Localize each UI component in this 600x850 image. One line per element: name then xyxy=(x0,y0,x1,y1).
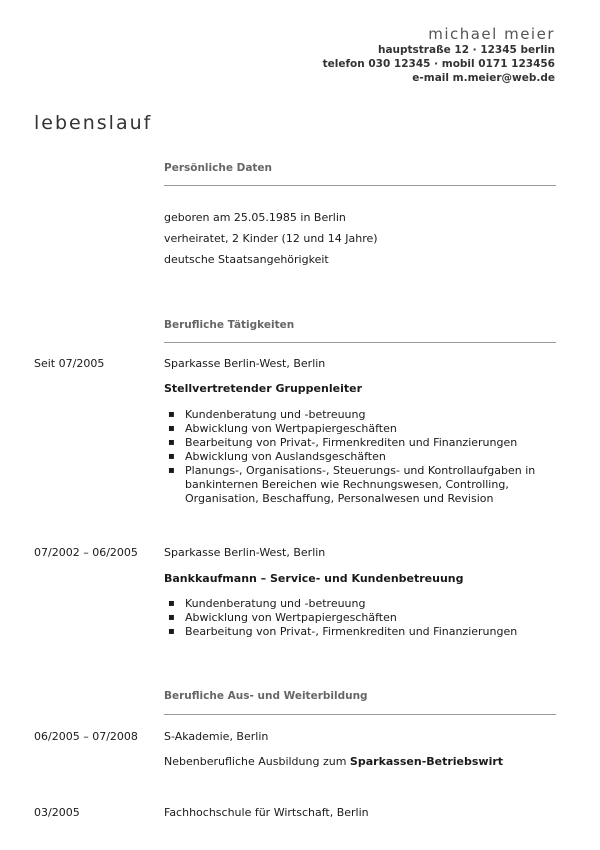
section-divider xyxy=(164,714,556,715)
address-line: hauptstraße 12 · 12345 berlin xyxy=(377,44,555,56)
list-item: ▪ Planungs-, Organisations-, Steuerungs- und Kontrollaufgaben in bankinternen Bereichen wie Rechnungswesen, Controlling, Organisation, Beschaffung, Personalwesen und Revision xyxy=(168,464,536,505)
bullet-icon: ▪ xyxy=(168,626,175,637)
document-title: lebenslauf xyxy=(34,112,153,134)
list-item: ▪ Bearbeitung von Privat-, Firmenkrediten und Finanzierungen xyxy=(168,436,518,449)
education-institution: S-Akademie, Berlin xyxy=(164,730,269,743)
section-divider xyxy=(164,342,556,343)
bullet-icon: ▪ xyxy=(168,612,175,623)
bullet-icon: ▪ xyxy=(168,465,175,476)
education-date: 03/2005 xyxy=(34,806,80,819)
task-list xyxy=(164,597,556,639)
list-item: ▪ Abwicklung von Wertpapiergeschäften xyxy=(168,422,397,435)
section-heading-personal: Persönliche Daten xyxy=(164,162,273,174)
bullet-icon: ▪ xyxy=(168,437,175,448)
education-date: 06/2005 – 07/2008 xyxy=(34,730,138,743)
career-position: Stellvertretender Gruppenleiter xyxy=(164,382,362,395)
list-item: ▪ Abwicklung von Auslandsgeschäften xyxy=(168,450,386,463)
bullet-icon: ▪ xyxy=(168,423,175,434)
section-heading-career: Berufliche Tätigkeiten xyxy=(164,319,295,331)
career-position: Bankkaufmann – Service- und Kundenbetreuung xyxy=(164,572,464,585)
phone-line: telefon 030 12345 · mobil 0171 123456 xyxy=(322,58,555,70)
nationality-line: deutsche Staatsangehörigkeit xyxy=(164,253,329,266)
family-line: verheiratet, 2 Kinder (12 und 14 Jahre) xyxy=(164,232,378,245)
bullet-icon: ▪ xyxy=(168,451,175,462)
list-item: ▪ Kundenberatung und -betreuung xyxy=(168,408,366,421)
birth-line: geboren am 25.05.1985 in Berlin xyxy=(164,211,346,224)
career-employer: Sparkasse Berlin-West, Berlin xyxy=(164,357,326,370)
career-date: Seit 07/2005 xyxy=(34,357,105,370)
degree-title: Sparkassen-Betriebswirt xyxy=(349,755,504,768)
section-divider xyxy=(164,185,556,186)
list-item: ▪ Bearbeitung von Privat-, Firmenkrediten und Finanzierungen xyxy=(168,625,518,638)
list-item: ▪ Abwicklung von Wertpapiergeschäften xyxy=(168,611,397,624)
list-item: ▪ Kundenberatung und -betreuung xyxy=(168,597,366,610)
education-description: Nebenberufliche Ausbildung zum Sparkassen-Betriebswirt xyxy=(164,755,504,768)
education-institution: Fachhochschule für Wirtschaft, Berlin xyxy=(164,806,369,819)
email-line: e-mail m.meier@web.de xyxy=(412,72,555,84)
applicant-name: michael meier xyxy=(428,25,555,43)
task-list xyxy=(164,408,556,506)
section-heading-education: Berufliche Aus- und Weiterbildung xyxy=(164,690,368,702)
career-employer: Sparkasse Berlin-West, Berlin xyxy=(164,546,326,559)
contact-header xyxy=(323,26,555,85)
bullet-icon: ▪ xyxy=(168,598,175,609)
personal-details xyxy=(164,207,378,270)
bullet-icon: ▪ xyxy=(168,409,175,420)
career-date: 07/2002 – 06/2005 xyxy=(34,546,138,559)
